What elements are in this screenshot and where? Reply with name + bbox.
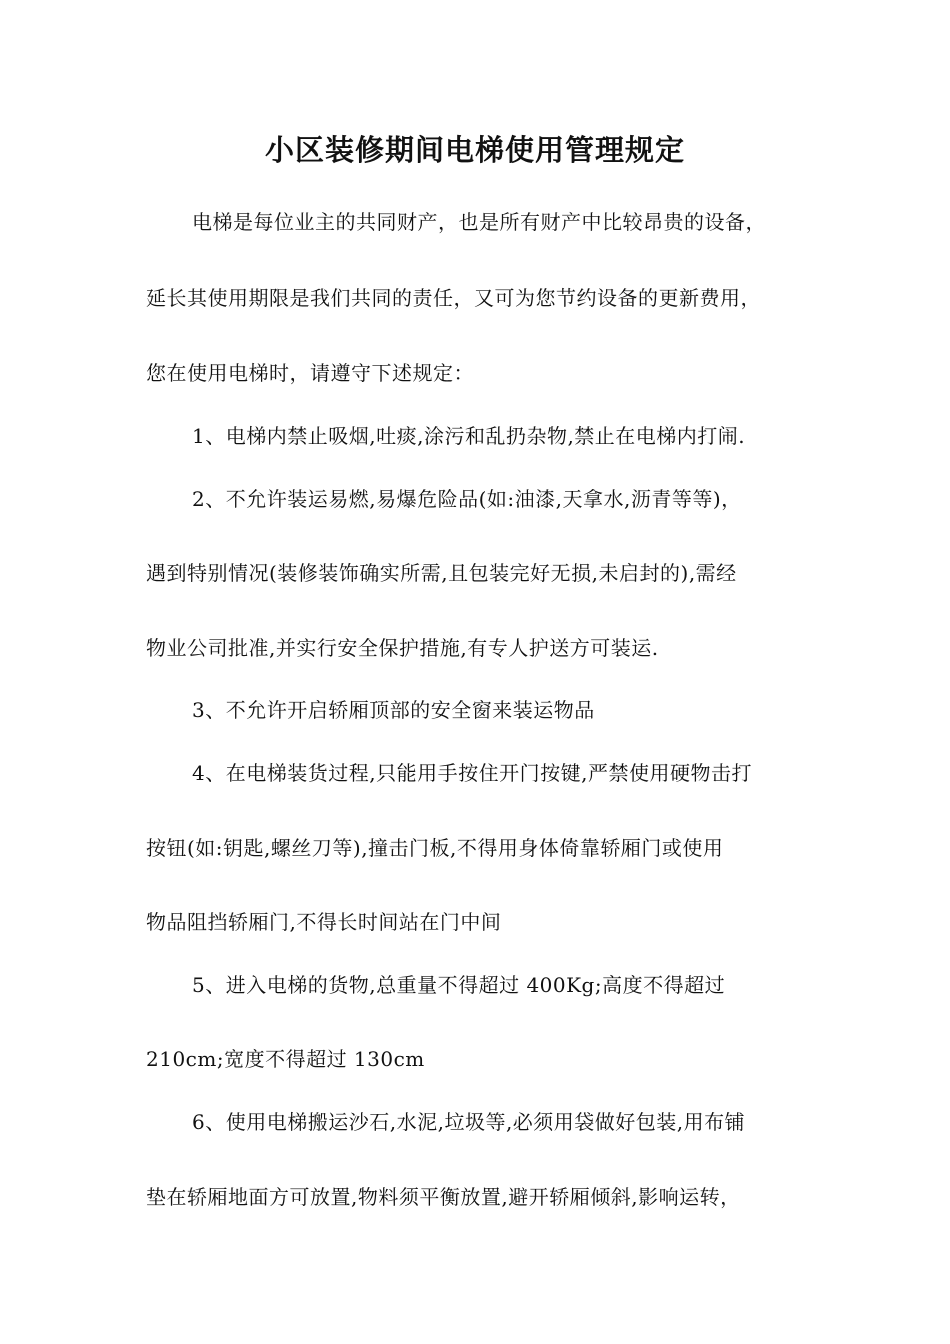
rule-item-line: 物品阻挡轿厢门,不得长时间站在门中间 <box>146 910 502 934</box>
rule-item-line: 6、使用电梯搬运沙石,水泥,垃圾等,必须用袋做好包装,用布铺 <box>192 1110 746 1134</box>
rule-item-line: 遇到特别情况(装修装饰确实所需,且包装完好无损,未启封的),需经 <box>146 561 737 585</box>
rule-item-line: 210cm;宽度不得超过 130cm <box>146 1047 425 1071</box>
rule-item-line: 1、电梯内禁止吸烟,吐痰,涂污和乱扔杂物,禁止在电梯内打闹. <box>192 424 746 448</box>
rule-item-line: 2、不允许装运易燃,易爆危险品(如:油漆,天拿水,沥青等等)， <box>192 487 742 511</box>
rule-item-line: 按钮(如:钥匙,螺丝刀等),撞击门板,不得用身体倚靠轿厢门或使用 <box>146 836 724 860</box>
paragraph-line: 电梯是每位业主的共同财产，也是所有财产中比较昂贵的设备， <box>192 210 766 234</box>
paragraph-line: 您在使用电梯时，请遵守下述规定： <box>146 361 474 385</box>
rule-item-line: 5、进入电梯的货物,总重量不得超过 400Kg;高度不得超过 <box>192 973 726 997</box>
rule-item-line: 垫在轿厢地面方可放置,物料须平衡放置,避开轿厢倾斜,影响运转， <box>146 1185 741 1209</box>
rule-item-line: 4、在电梯装货过程,只能用手按住开门按键,严禁使用硬物击打 <box>192 761 752 785</box>
paragraph-line: 延长其使用期限是我们共同的责任，又可为您节约设备的更新费用， <box>146 286 761 310</box>
rule-item-line: 3、不允许开启轿厢顶部的安全窗来装运物品 <box>192 698 595 722</box>
document-title: 小区装修期间电梯使用管理规定 <box>264 133 685 167</box>
rule-item-line: 物业公司批准,并实行安全保护措施,有专人护送方可装运. <box>146 636 659 660</box>
